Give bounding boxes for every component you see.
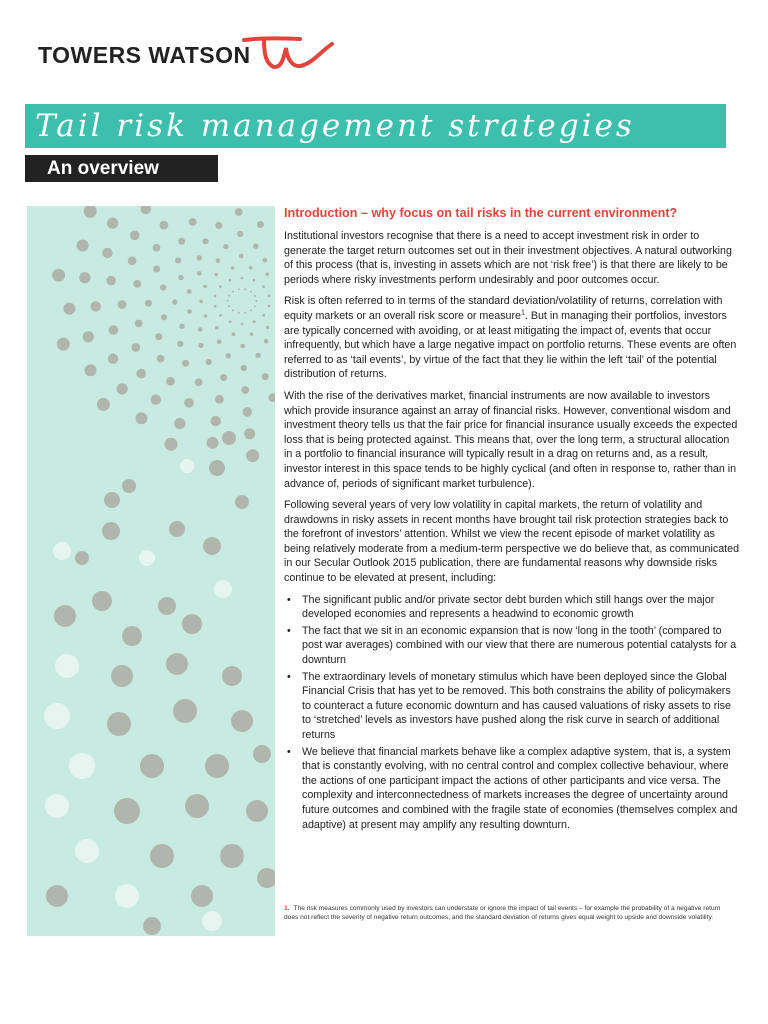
decorative-dot: [44, 703, 70, 729]
decorative-dot: [232, 309, 234, 311]
footnote-ref: 1: [521, 309, 525, 317]
decorative-dot: [203, 537, 221, 555]
decorative-dot: [228, 305, 230, 307]
decorative-dot: [209, 460, 225, 476]
decorative-dot: [253, 745, 271, 763]
decorative-dot: [52, 269, 65, 282]
decorative-dot: [232, 291, 234, 293]
decorative-dot: [175, 257, 181, 263]
decorative-dot: [238, 312, 240, 314]
page-title: Tail risk management strategies: [35, 108, 635, 144]
decorative-dot: [238, 288, 240, 290]
decorative-dot: [265, 272, 269, 276]
decorative-dot: [253, 279, 256, 282]
decorative-dot: [122, 479, 136, 493]
decorative-dot: [179, 324, 184, 329]
decorative-dot: [254, 305, 256, 307]
decorative-dot: [92, 591, 112, 611]
decorative-dot: [46, 885, 68, 907]
decorative-dot: [174, 418, 185, 429]
decorative-dot: [178, 275, 183, 280]
decorative-dot: [158, 597, 176, 615]
title-band: [25, 104, 726, 148]
decorative-dot: [79, 272, 90, 283]
decorative-dot: [250, 332, 254, 336]
decorative-dot: [215, 222, 222, 229]
list-item: • The significant public and/or private sector debt burden which still hangs over the major developed economies and represents a headwind to economic growth: [284, 593, 740, 622]
decorative-dot: [246, 449, 259, 462]
decorative-dot: [222, 431, 236, 445]
paragraph-3: With the rise of the derivatives market, financial instruments are now available to investors which provide insurance against an array of financial risks. However, conventional wisdom and investment theory tells us that the fair price for financial insurance usually exceeds the expected loss that is being protected against. This means that, over the long term, a structural allocation in a portfolio to financial insurance will typically result in a drag on returns and, as a result, investor interest in this space tends to be highly cyclical (and often in response to, rather than in advance of, periods of significant market turbulence).: [284, 389, 738, 490]
decorative-dot: [166, 377, 175, 386]
decorative-dot: [197, 271, 202, 276]
decorative-dot: [197, 255, 202, 260]
decorative-dot: [254, 295, 256, 297]
decorative-dot: [202, 238, 208, 244]
decorative-dot: [239, 254, 244, 259]
decorative-dot: [115, 884, 139, 908]
decorative-dot: [231, 710, 253, 732]
decorative-dot: [75, 551, 89, 565]
decorative-dot: [180, 459, 194, 473]
decorative-dot: [214, 305, 217, 308]
decorative-dot: [214, 295, 217, 298]
decorative-dot: [117, 383, 128, 394]
decorative-dot: [255, 300, 257, 302]
decorative-dot: [220, 844, 244, 868]
decorative-dot: [215, 395, 224, 404]
decorative-dot: [151, 394, 161, 404]
decorative-dot: [244, 288, 246, 290]
decorative-dot: [109, 325, 119, 335]
decorative-dot: [241, 386, 249, 394]
decorative-dot: [219, 314, 222, 317]
decorative-dot: [150, 844, 174, 868]
decorative-dot: [131, 343, 140, 352]
decorative-dot: [229, 320, 232, 323]
decorative-dot: [182, 360, 189, 367]
decorative-dot: [102, 522, 120, 540]
decorative-dot: [130, 231, 140, 241]
decorative-dot: [266, 326, 270, 330]
decorative-dot: [240, 344, 245, 349]
decorative-dot: [141, 206, 151, 214]
decorative-dot: [264, 339, 269, 344]
footnote-text: The risk measures commonly used by investors can understate or ignore the impact of tail events – for example the probability of a negative return does not reflect the severity of negative return outcomes, and the standard deviation of returns gives equal weight to upside and downside volatility.: [284, 905, 721, 921]
decorative-dot: [244, 428, 255, 439]
decorative-dot: [184, 398, 194, 408]
decorative-dot: [241, 365, 247, 371]
decorative-dot: [104, 492, 120, 508]
paragraph-2: [284, 294, 740, 382]
dot-pattern: [27, 206, 275, 936]
decorative-dot: [241, 277, 244, 280]
decorative-dot: [83, 331, 94, 342]
list-item: • We believe that financial markets behave like a complex adaptive system, that is, a system that is constantly evolving, with no central control and complex collective behaviour, where the actions of one participant impact the actions of other participants and vice versa. The complexity and interconnectedness of markets increases the degree of uncertainty around future outcomes and combined with the fragile state of economies (themselves complex and adaptive) at present may amplify any resulting downturn.: [284, 745, 740, 833]
decorative-dot: [85, 364, 97, 376]
decorative-dot: [45, 794, 69, 818]
decorative-dot: [211, 416, 221, 426]
paragraph-2-part-b: . But in managing their portfolios, investors are typically concerned with avoiding, or at least mitigating the impact of, events that occur infrequently, but which have a large negative impact on portfolio returns. These events are often referred to as ‘tail events’, by virtue of the fact that they lie within the left ‘tail’ of the potential distribution of returns.: [284, 309, 737, 381]
decorative-dot: [222, 666, 242, 686]
decorative-dot: [215, 273, 219, 277]
decorative-dot: [145, 300, 152, 307]
decorative-dot: [185, 794, 209, 818]
decorative-dot-panel: [27, 206, 275, 936]
decorative-dot: [75, 839, 99, 863]
decorative-dot: [216, 258, 221, 263]
decorative-dot: [203, 285, 207, 289]
decorative-dot: [227, 300, 229, 302]
decorative-dot: [205, 754, 229, 778]
decorative-dot: [237, 231, 243, 237]
decorative-dot: [262, 373, 269, 380]
decorative-dot: [246, 800, 268, 822]
decorative-dot: [153, 244, 161, 252]
decorative-dot: [217, 340, 222, 345]
decorative-dot: [63, 303, 75, 315]
decorative-dot: [220, 374, 227, 381]
brand-name: TOWERS WATSON: [38, 42, 251, 68]
decorative-dot: [255, 353, 260, 358]
decorative-dot: [191, 885, 213, 907]
decorative-dot: [231, 266, 235, 270]
decorative-dot: [244, 312, 246, 314]
decorative-dot: [268, 305, 271, 308]
decorative-dot: [133, 280, 141, 288]
paragraph-2-part-a: Risk is often referred to in terms of the standard deviation/volatility of returns, correlation with equity markets or an overall risk score or measure: [284, 295, 723, 322]
decorative-dot: [182, 614, 202, 634]
decorative-dot: [77, 240, 89, 252]
decorative-dot: [153, 266, 160, 273]
decorative-dot: [161, 314, 167, 320]
decorative-dot: [157, 355, 165, 363]
decorative-dot: [122, 626, 142, 646]
subtitle-band: [25, 155, 218, 182]
decorative-dot: [173, 699, 197, 723]
towers-watson-logo-icon: [240, 34, 340, 74]
decorative-dot: [128, 256, 137, 265]
decorative-dot: [250, 291, 252, 293]
decorative-dot: [178, 238, 185, 245]
decorative-dot: [198, 343, 203, 348]
decorative-dot: [235, 495, 249, 509]
decorative-dot: [97, 398, 110, 411]
decorative-dot: [214, 580, 232, 598]
list-item: • The extraordinary levels of monetary stimulus which have been deployed since the Global Financial Crisis that has yet to be removed. This both constrains the ability of policymakers to counteract a future economic downturn and has caused valuations of risky assets to rise to ‘stretched’ levels as investors have pushed along the risk curve in search of additional returns: [284, 670, 740, 743]
decorative-dot: [135, 320, 143, 328]
decorative-dot: [187, 309, 192, 314]
decorative-dot: [189, 218, 197, 226]
decorative-dot: [198, 327, 203, 332]
page-subtitle: An overview: [47, 158, 159, 179]
decorative-dot: [226, 353, 231, 358]
decorative-dot: [253, 320, 256, 323]
section-heading: Introduction – why focus on tail risks in the current environment?: [284, 206, 678, 220]
decorative-dot: [219, 285, 222, 288]
decorative-dot: [195, 378, 203, 386]
decorative-dot: [207, 437, 219, 449]
list-item: • The fact that we sit in an economic expansion that is now ‘long in the tooth’ (compared to post war averages) combined with our view that there are numerous potential catalysts for a downturn: [284, 624, 740, 668]
decorative-dot: [55, 654, 79, 678]
decorative-dot: [155, 333, 162, 340]
decorative-dot: [177, 341, 183, 347]
article-body: [284, 205, 740, 834]
decorative-dot: [268, 393, 275, 402]
decorative-dot: [241, 323, 244, 326]
decorative-dot: [84, 206, 97, 218]
decorative-dot: [202, 911, 222, 931]
decorative-dot: [118, 300, 127, 309]
decorative-dot: [250, 309, 252, 311]
decorative-dot: [160, 221, 169, 230]
decorative-dot: [268, 294, 271, 297]
decorative-dot: [108, 354, 118, 364]
decorative-dot: [172, 299, 177, 304]
decorative-dot: [102, 248, 112, 258]
decorative-dot: [257, 868, 275, 888]
decorative-dot: [263, 258, 268, 263]
decorative-dot: [57, 338, 70, 351]
decorative-dot: [232, 332, 236, 336]
decorative-dot: [160, 284, 166, 290]
decorative-dot: [262, 285, 265, 288]
decorative-dot: [228, 295, 230, 297]
decorative-dot: [223, 244, 228, 249]
decorative-dot: [143, 917, 161, 935]
decorative-dot: [206, 359, 212, 365]
risk-bullet-list: [284, 593, 740, 833]
footnote: [284, 905, 724, 922]
decorative-dot: [187, 289, 192, 294]
decorative-dot: [69, 753, 95, 779]
paragraph-4: Following several years of very low volatility in capital markets, the return of volatility and drawdowns in risky assets in recent months have brought tail risk protection strategies back to the forefront of investors’ attention. Whilst we view the recent episode of market volatility as being relatively moderate from a medium-term perspective we do believe that, as communicated in our Secular Outlook 2015 publication, there are fundamental reasons why downside risks continue to be elevated at present, including:: [284, 499, 740, 585]
decorative-dot: [229, 279, 232, 282]
decorative-dot: [253, 244, 258, 249]
decorative-dot: [54, 605, 76, 627]
decorative-dot: [235, 208, 243, 216]
decorative-dot: [140, 754, 164, 778]
decorative-dot: [106, 276, 116, 286]
decorative-dot: [257, 221, 264, 228]
decorative-dot: [136, 369, 146, 379]
decorative-dot: [204, 314, 208, 318]
decorative-dot: [165, 438, 178, 451]
decorative-dot: [114, 798, 140, 824]
decorative-dot: [139, 550, 155, 566]
paragraph-1: Institutional investors recognise that there is a need to accept investment risk in order to generate the target return outcomes set out in their investment objectives. A natural outworking of this process (that is, investing in assets which are not ‘risk free’) is that there are likely to be periods where risky investments perform undesirably and poor outcomes occur.: [284, 230, 732, 286]
decorative-dot: [136, 412, 148, 424]
footnote-number: 1.: [284, 905, 290, 912]
decorative-dot: [262, 314, 265, 317]
decorative-dot: [249, 266, 253, 270]
decorative-dot: [243, 407, 253, 417]
decorative-dot: [166, 653, 188, 675]
decorative-dot: [199, 300, 203, 304]
decorative-dot: [215, 326, 219, 330]
decorative-dot: [169, 521, 185, 537]
decorative-dot: [111, 665, 133, 687]
decorative-dot: [91, 301, 101, 311]
decorative-dot: [53, 542, 71, 560]
decorative-dot: [107, 712, 131, 736]
decorative-dot: [107, 218, 118, 229]
